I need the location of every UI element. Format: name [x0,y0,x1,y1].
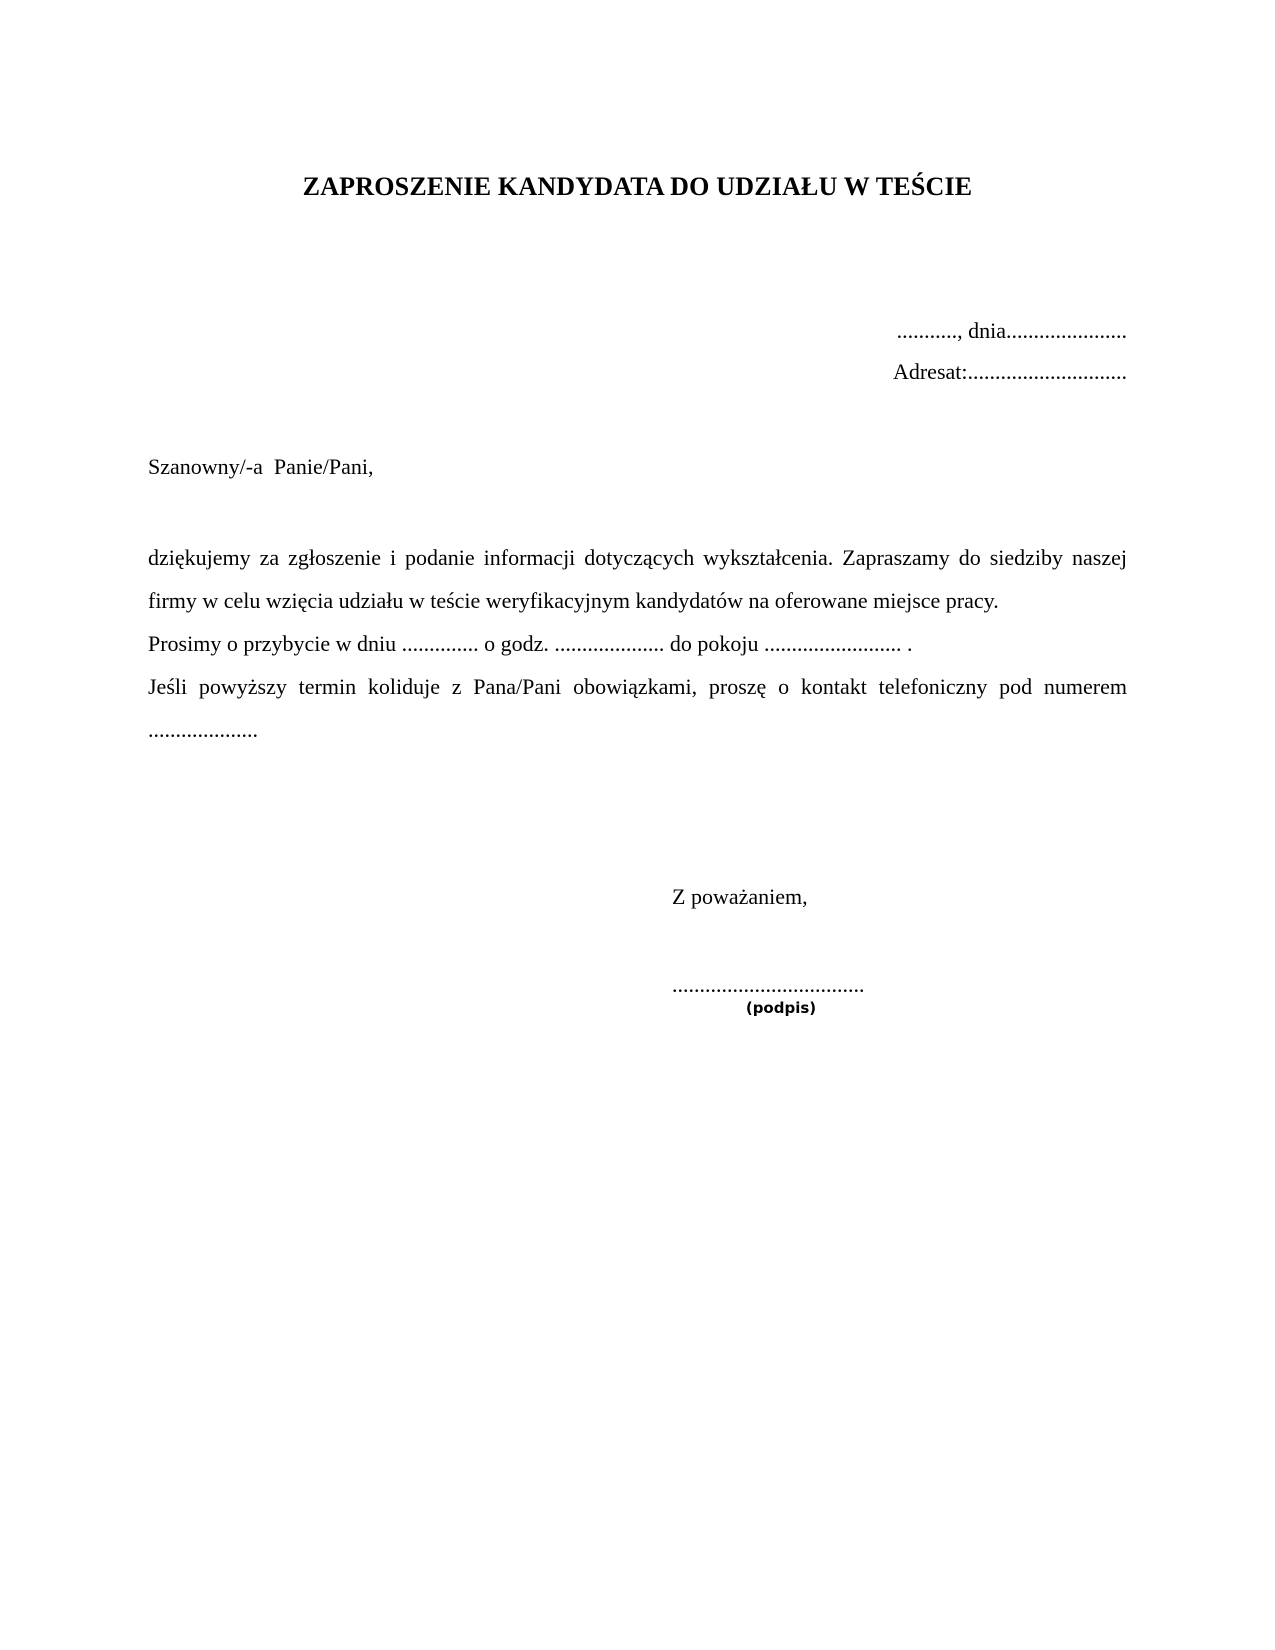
addressee-line: Adresat:............................. [892,359,1127,384]
letter-body [148,536,1127,751]
body-paragraph-invitation: dziękujemy za zgłoszenie i podanie informacji dotyczących wykształcenia. Zapraszamy do siedziby naszej firmy w celu wzięcia udziału w teście weryfikacyjnym kandydatów na oferowane miejsce pracy. [148,545,1127,613]
salutation: Szanowny/-a Panie/Pani, [148,454,374,479]
date-line: ..........., dnia...................... [896,318,1127,343]
body-paragraph-contact: Jeśli powyższy termin koliduje z Pana/Pani obowiązkami, proszę o kontakt telefoniczny pod numerem .................... [148,674,1127,742]
body-paragraph-appointment: Prosimy o przybycie w dniu .............. o godz. .................... do pokoju ......................... . [148,631,913,656]
document-title: ZAPROSZENIE KANDYDATA DO UDZIAŁU W TEŚCIE [302,172,973,201]
closing: Z poważaniem, [672,884,808,909]
signature-line: ................................... [672,972,865,997]
signature-caption: (podpis) [745,999,817,1017]
